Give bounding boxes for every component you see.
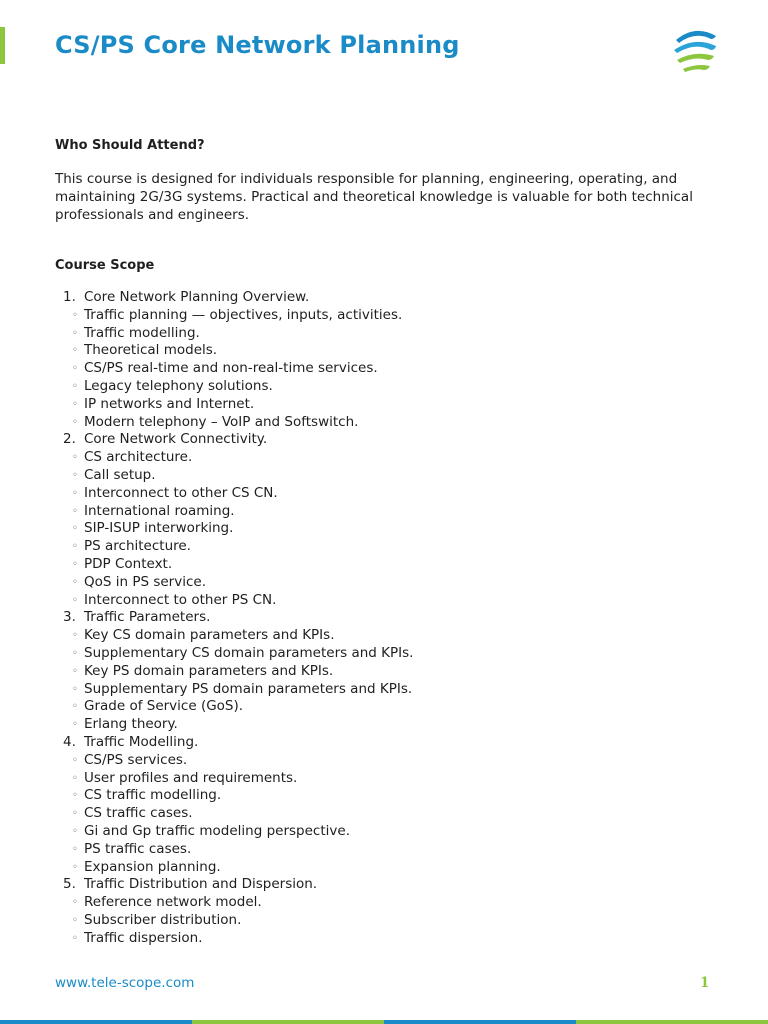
topic-text: QoS in PS service. xyxy=(84,573,206,590)
footer-color-bar xyxy=(0,1020,768,1024)
module-title xyxy=(0,431,768,449)
circle-bullet-icon: ◦ xyxy=(72,665,78,677)
module-title-text: Traffic Parameters. xyxy=(84,609,211,626)
topic-item xyxy=(0,663,768,681)
topic-text: Reference network model. xyxy=(84,894,262,911)
topic-item xyxy=(0,574,768,592)
circle-bullet-icon: ◦ xyxy=(72,897,78,909)
topic-text: Interconnect to other PS CN. xyxy=(84,591,277,608)
circle-bullet-icon: ◦ xyxy=(72,772,78,784)
module-title xyxy=(0,289,768,307)
left-accent-bar xyxy=(0,27,5,64)
circle-bullet-icon: ◦ xyxy=(72,363,78,375)
topic-text: Supplementary CS domain parameters and KPIs. xyxy=(84,644,414,661)
topic-text: Theoretical models. xyxy=(84,342,218,359)
scope-module xyxy=(0,431,768,609)
topic-item xyxy=(0,823,768,841)
topic-item xyxy=(0,681,768,699)
module-title xyxy=(0,734,768,752)
course-scope-list xyxy=(0,289,768,947)
topic-item xyxy=(0,485,768,503)
topic-text: Expansion planning. xyxy=(84,858,221,875)
module-topics xyxy=(0,894,768,947)
topic-item xyxy=(0,503,768,521)
circle-bullet-icon: ◦ xyxy=(72,523,78,535)
circle-bullet-icon: ◦ xyxy=(72,558,78,570)
topic-text: Key CS domain parameters and KPIs. xyxy=(84,627,335,644)
topic-item xyxy=(0,912,768,930)
topic-item xyxy=(0,307,768,325)
topic-text: Legacy telephony solutions. xyxy=(84,377,273,394)
topic-text: CS architecture. xyxy=(84,449,193,466)
topic-text: CS/PS real-time and non-real-time services. xyxy=(84,360,378,377)
module-topics xyxy=(0,307,768,432)
topic-text: Key PS domain parameters and KPIs. xyxy=(84,662,334,679)
circle-bullet-icon: ◦ xyxy=(72,380,78,392)
topic-item xyxy=(0,770,768,788)
topic-item xyxy=(0,396,768,414)
circle-bullet-icon: ◦ xyxy=(72,416,78,428)
topic-text: PDP Context. xyxy=(84,555,173,572)
topic-text: Erlang theory. xyxy=(84,716,178,733)
topic-text: Call setup. xyxy=(84,466,156,483)
topic-text: Subscriber distribution. xyxy=(84,911,242,928)
circle-bullet-icon: ◦ xyxy=(72,576,78,588)
circle-bullet-icon: ◦ xyxy=(72,398,78,410)
topic-item xyxy=(0,698,768,716)
topic-text: User profiles and requirements. xyxy=(84,769,298,786)
topic-item xyxy=(0,716,768,734)
circle-bullet-icon: ◦ xyxy=(72,647,78,659)
topic-text: Gi and Gp traffic modeling perspective. xyxy=(84,822,350,839)
topic-text: International roaming. xyxy=(84,502,235,519)
topic-item xyxy=(0,930,768,948)
page-number: 1 xyxy=(700,975,710,991)
topic-item xyxy=(0,360,768,378)
circle-bullet-icon: ◦ xyxy=(72,808,78,820)
page-title: CS/PS Core Network Planning xyxy=(55,31,460,59)
scope-module xyxy=(0,876,768,947)
topic-text: CS/PS services. xyxy=(84,751,188,768)
topic-text: Traffic dispersion. xyxy=(84,929,203,946)
topic-item xyxy=(0,325,768,343)
module-topics xyxy=(0,449,768,609)
scope-module xyxy=(0,734,768,876)
topic-item xyxy=(0,556,768,574)
circle-bullet-icon: ◦ xyxy=(72,825,78,837)
circle-bullet-icon: ◦ xyxy=(72,683,78,695)
topic-item xyxy=(0,787,768,805)
topic-item xyxy=(0,520,768,538)
circle-bullet-icon: ◦ xyxy=(72,469,78,481)
module-title-text: Traffic Modelling. xyxy=(84,733,199,750)
circle-bullet-icon: ◦ xyxy=(72,790,78,802)
topic-text: Traffic modelling. xyxy=(84,324,200,341)
module-title-text: Core Network Connectivity. xyxy=(84,431,268,448)
topic-item xyxy=(0,752,768,770)
topic-text: Modern telephony – VoIP and Softswitch. xyxy=(84,413,359,430)
topic-text: PS architecture. xyxy=(84,538,191,555)
topic-item xyxy=(0,805,768,823)
topic-text: Interconnect to other CS CN. xyxy=(84,484,278,501)
module-number: 4. xyxy=(63,733,76,750)
scope-module xyxy=(0,609,768,734)
topic-item xyxy=(0,538,768,556)
module-number: 2. xyxy=(63,431,76,448)
topic-text: CS traffic cases. xyxy=(84,805,193,822)
module-number: 1. xyxy=(63,289,76,305)
circle-bullet-icon: ◦ xyxy=(72,861,78,873)
topic-text: CS traffic modelling. xyxy=(84,787,222,804)
topic-text: Traffic planning — objectives, inputs, activities. xyxy=(84,306,403,323)
circle-bullet-icon: ◦ xyxy=(72,327,78,339)
topic-item xyxy=(0,859,768,877)
course-scope-heading: Course Scope xyxy=(55,258,155,273)
circle-bullet-icon: ◦ xyxy=(72,345,78,357)
module-title xyxy=(0,609,768,627)
module-number: 5. xyxy=(63,876,76,893)
topic-text: Supplementary PS domain parameters and KPIs. xyxy=(84,680,413,697)
circle-bullet-icon: ◦ xyxy=(72,594,78,606)
scope-module xyxy=(0,289,768,431)
topic-item xyxy=(0,378,768,396)
who-should-attend-heading: Who Should Attend? xyxy=(55,138,205,153)
topic-item xyxy=(0,592,768,610)
topic-text: SIP-ISUP interworking. xyxy=(84,520,234,537)
who-should-attend-text: This course is designed for individuals responsible for planning, engineering, operating, and maintaining 2G/3G systems. Practical and theoretical knowledge is valuable for both technical professionals and engineers. xyxy=(55,171,693,223)
circle-bullet-icon: ◦ xyxy=(72,505,78,517)
topic-item xyxy=(0,342,768,360)
circle-bullet-icon: ◦ xyxy=(72,630,78,642)
topic-item xyxy=(0,449,768,467)
topic-item xyxy=(0,467,768,485)
module-topics xyxy=(0,627,768,734)
circle-bullet-icon: ◦ xyxy=(72,754,78,766)
footer-website-link[interactable]: www.tele-scope.com xyxy=(55,975,195,991)
module-title xyxy=(0,876,768,894)
circle-bullet-icon: ◦ xyxy=(72,843,78,855)
module-topics xyxy=(0,752,768,877)
topic-text: IP networks and Internet. xyxy=(84,395,255,412)
topic-text: Grade of Service (GoS). xyxy=(84,698,244,715)
module-number: 3. xyxy=(63,609,76,626)
topic-item xyxy=(0,894,768,912)
circle-bullet-icon: ◦ xyxy=(72,719,78,731)
module-title-text: Traffic Distribution and Dispersion. xyxy=(84,876,318,893)
topic-item xyxy=(0,645,768,663)
topic-item xyxy=(0,414,768,432)
circle-bullet-icon: ◦ xyxy=(72,487,78,499)
topic-item xyxy=(0,627,768,645)
circle-bullet-icon: ◦ xyxy=(72,932,78,944)
circle-bullet-icon: ◦ xyxy=(72,541,78,553)
circle-bullet-icon: ◦ xyxy=(72,701,78,713)
circle-bullet-icon: ◦ xyxy=(72,309,78,321)
topic-item xyxy=(0,841,768,859)
circle-bullet-icon: ◦ xyxy=(72,914,78,926)
circle-bullet-icon: ◦ xyxy=(72,452,78,464)
module-title-text: Core Network Planning Overview. xyxy=(84,289,310,305)
tele-scope-logo-icon xyxy=(670,26,720,76)
topic-text: PS traffic cases. xyxy=(84,840,192,857)
